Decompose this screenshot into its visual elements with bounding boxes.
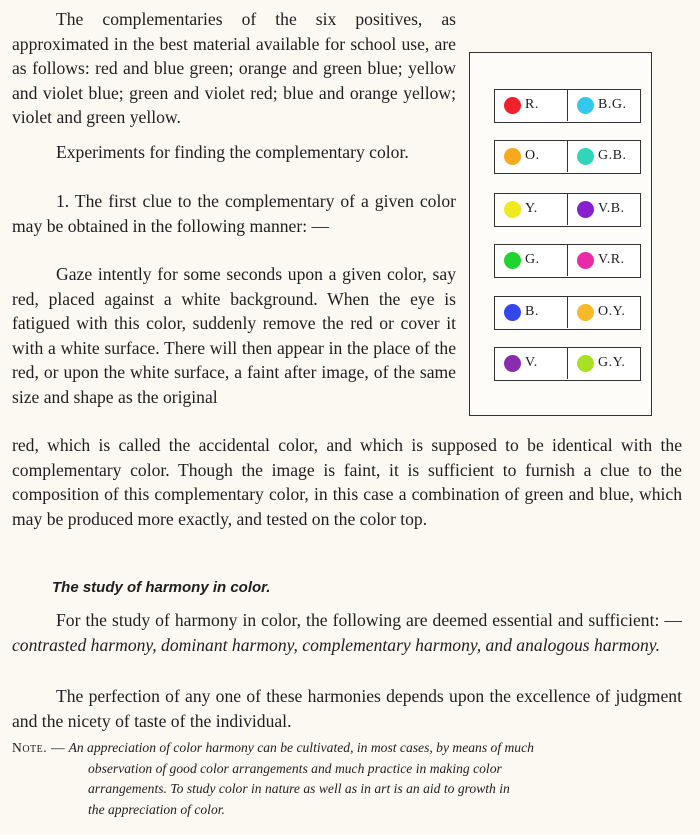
- swatch-cell: [495, 348, 568, 379]
- color-pair-row: [494, 193, 641, 227]
- note-line: arrangements. To study color in nature as well as in art is an aid to growth in: [88, 781, 510, 796]
- swatch-label: O.: [525, 148, 540, 163]
- color-dot: [577, 148, 594, 165]
- paragraph-gaze: Gaze intently for some seconds upon a given color, say red, placed against a white background. When the eye is fatigued with this color, suddenly remove the red or cover it with a white surface. There will then appear in the place of the red, or upon the white surface, a faint after image, of the same size and shape as the original: [12, 264, 456, 407]
- color-pair-row: [494, 140, 641, 174]
- color-dot: [504, 355, 521, 372]
- section-heading-harmony: The study of harmony in color.: [52, 579, 271, 596]
- paragraph-experiments: Experiments for finding the complementary color.: [56, 142, 409, 162]
- color-dot: [577, 201, 594, 218]
- paragraph-perfection: The perfection of any one of these harmonies depends upon the excellence of judgment and the nicety of taste of the individual.: [12, 686, 682, 731]
- swatch-label: O.Y.: [598, 304, 626, 319]
- swatch-label: R.: [525, 97, 539, 112]
- swatch-cell: [495, 194, 568, 225]
- complementary-color-chart: [469, 52, 652, 416]
- color-pair-row: [494, 347, 641, 381]
- swatch-label: V.: [525, 355, 538, 370]
- paragraph-harmony-types: [12, 608, 682, 657]
- swatch-cell: [495, 90, 568, 121]
- note-line: An appreciation of color harmony can be cultivated, in most cases, by means of much: [68, 740, 534, 755]
- swatch-label: V.R.: [598, 252, 625, 267]
- color-dot: [577, 355, 594, 372]
- swatch-cell: [568, 90, 640, 121]
- paragraph-complementaries: The complementaries of the six positives, as approximated in the best material available for school use, are as follows: red and blue green; orange and green blue; yellow and violet blue; green and violet red; blue and orange yellow; violet and green yellow.: [12, 9, 456, 127]
- paragraph-gaze-continued: red, which is called the accidental color, and which is supposed to be identical with the complementary color. Though the image is faint, it is sufficient to furnish a clue to the composition of this complementary color, in this case a combination of green and blue, which may be produced more exactly, and tested on the color top.: [12, 435, 682, 529]
- swatch-label: G.: [525, 252, 540, 267]
- paragraph-first-clue: 1. The first clue to the complementary of a given color may be obtained in the following manner: —: [12, 191, 456, 236]
- color-dot: [504, 97, 521, 114]
- note-label: Note. —: [12, 740, 66, 755]
- color-dot: [577, 252, 594, 269]
- swatch-label: G.B.: [598, 148, 627, 163]
- swatch-label: B.: [525, 304, 539, 319]
- color-dot: [504, 304, 521, 321]
- color-pair-row: [494, 296, 641, 330]
- swatch-cell: [568, 245, 640, 276]
- color-dot: [504, 252, 521, 269]
- swatch-label: V.B.: [598, 201, 625, 216]
- swatch-cell: [495, 297, 568, 328]
- swatch-cell: [495, 245, 568, 276]
- swatch-cell: [568, 297, 640, 328]
- swatch-cell: [568, 348, 640, 379]
- swatch-cell: [568, 194, 640, 225]
- harmony-intro-text: For the study of harmony in color, the following are deemed essential and sufficient: —: [56, 610, 682, 630]
- note-line: the appreciation of color.: [88, 801, 225, 817]
- swatch-label: G.Y.: [598, 355, 626, 370]
- color-dot: [577, 304, 594, 321]
- swatch-cell: [568, 141, 640, 172]
- swatch-cell: [495, 141, 568, 172]
- harmony-types-italic: contrasted harmony, dominant harmony, complementary harmony, and analogous harmony.: [12, 634, 660, 655]
- swatch-label: Y.: [525, 201, 538, 216]
- color-dot: [504, 148, 521, 165]
- swatch-label: B.G.: [598, 97, 627, 112]
- color-dot: [504, 201, 521, 218]
- color-pair-row: [494, 89, 641, 123]
- footnote: [12, 738, 682, 820]
- color-pair-row: [494, 244, 641, 278]
- note-line: observation of good color arrangements and much practice in making color: [88, 760, 502, 776]
- color-dot: [577, 97, 594, 114]
